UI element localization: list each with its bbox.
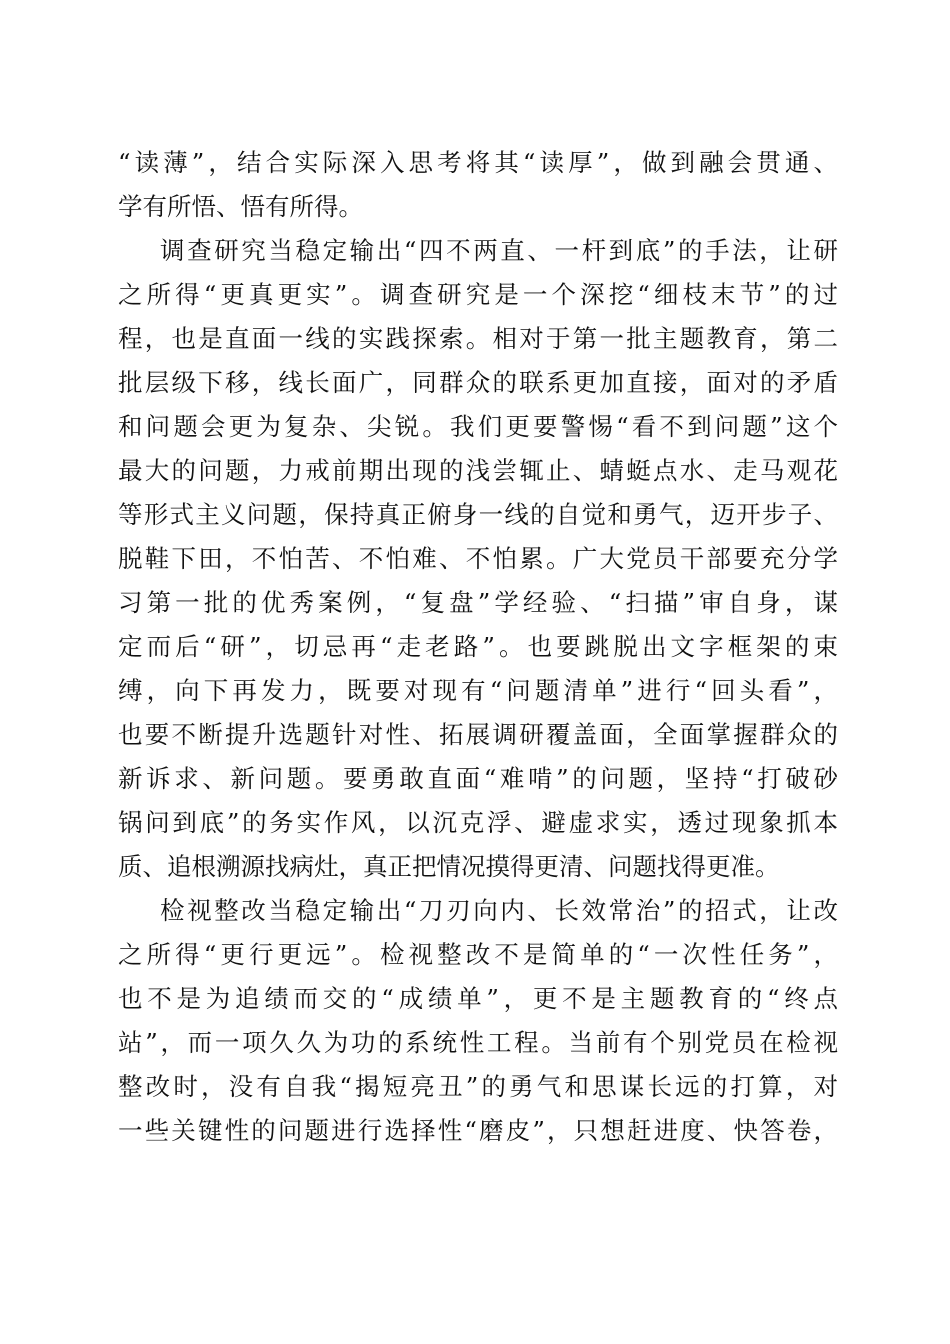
paragraph-3-line-4: 站”，而一项久久为功的系统性工程。当前有个别党员在检视 bbox=[118, 1028, 838, 1057]
paragraph-3-line-2: 之所得“更行更远”。检视整改不是简单的“一次性任务”， bbox=[118, 940, 838, 969]
paragraph-2-line-14: 锅问到底”的务实作风，以沉克浮、避虚求实，透过现象抓本 bbox=[118, 808, 838, 837]
paragraph-2-line-13: 新诉求、新问题。要勇敢直面“难啃”的问题，坚持“打破砂 bbox=[118, 764, 838, 793]
paragraph-2-line-8: 脱鞋下田，不怕苦、不怕难、不怕累。广大党员干部要充分学 bbox=[118, 544, 838, 573]
paragraph-3-line-3: 也不是为追绩而交的“成绩单”，更不是主题教育的“终点 bbox=[118, 984, 838, 1013]
paragraph-3-line-5: 整改时，没有自我“揭短亮丑”的勇气和思谋长远的打算，对 bbox=[118, 1072, 838, 1101]
paragraph-2-line-7: 等形式主义问题，保持真正俯身一线的自觉和勇气，迈开步子、 bbox=[118, 500, 838, 529]
paragraph-2-line-2: 之所得“更真更实”。调查研究是一个深挖“细枝末节”的过 bbox=[118, 280, 838, 309]
paragraph-3-line-1: 检视整改当稳定输出“刀刃向内、长效常治”的招式，让改 bbox=[160, 896, 838, 925]
paragraph-1-line-1: “读薄”，结合实际深入思考将其“读厚”，做到融会贯通、 bbox=[118, 148, 838, 177]
paragraph-2-line-1: 调查研究当稳定输出“四不两直、一杆到底”的手法，让研 bbox=[160, 236, 838, 265]
paragraph-2-line-6: 最大的问题，力戒前期出现的浅尝辄止、蜻蜓点水、走马观花 bbox=[118, 456, 838, 485]
paragraph-2-line-4: 批层级下移，线长面广，同群众的联系更加直接，面对的矛盾 bbox=[118, 368, 838, 397]
paragraph-2-line-9: 习第一批的优秀案例，“复盘”学经验、“扫描”审自身，谋 bbox=[118, 588, 838, 617]
paragraph-1-line-2: 学有所悟、悟有所得。 bbox=[118, 192, 363, 221]
paragraph-2-line-10: 定而后“研”，切忌再“走老路”。也要跳脱出文字框架的束 bbox=[118, 632, 838, 661]
paragraph-2-line-15: 质、追根溯源找病灶，真正把情况摸得更清、问题找得更准。 bbox=[118, 852, 780, 881]
paragraph-2-line-3: 程，也是直面一线的实践探索。相对于第一批主题教育，第二 bbox=[118, 324, 838, 353]
paragraph-2-line-12: 也要不断提升选题针对性、拓展调研覆盖面，全面掌握群众的 bbox=[118, 720, 838, 749]
paragraph-2-line-5: 和问题会更为复杂、尖锐。我们更要警惕“看不到问题”这个 bbox=[118, 412, 838, 441]
paragraph-2-line-11: 缚，向下再发力，既要对现有“问题清单”进行“回头看”， bbox=[118, 676, 838, 705]
paragraph-3-line-6: 一些关键性的问题进行选择性“磨皮”，只想赶进度、快答卷， bbox=[118, 1116, 838, 1145]
